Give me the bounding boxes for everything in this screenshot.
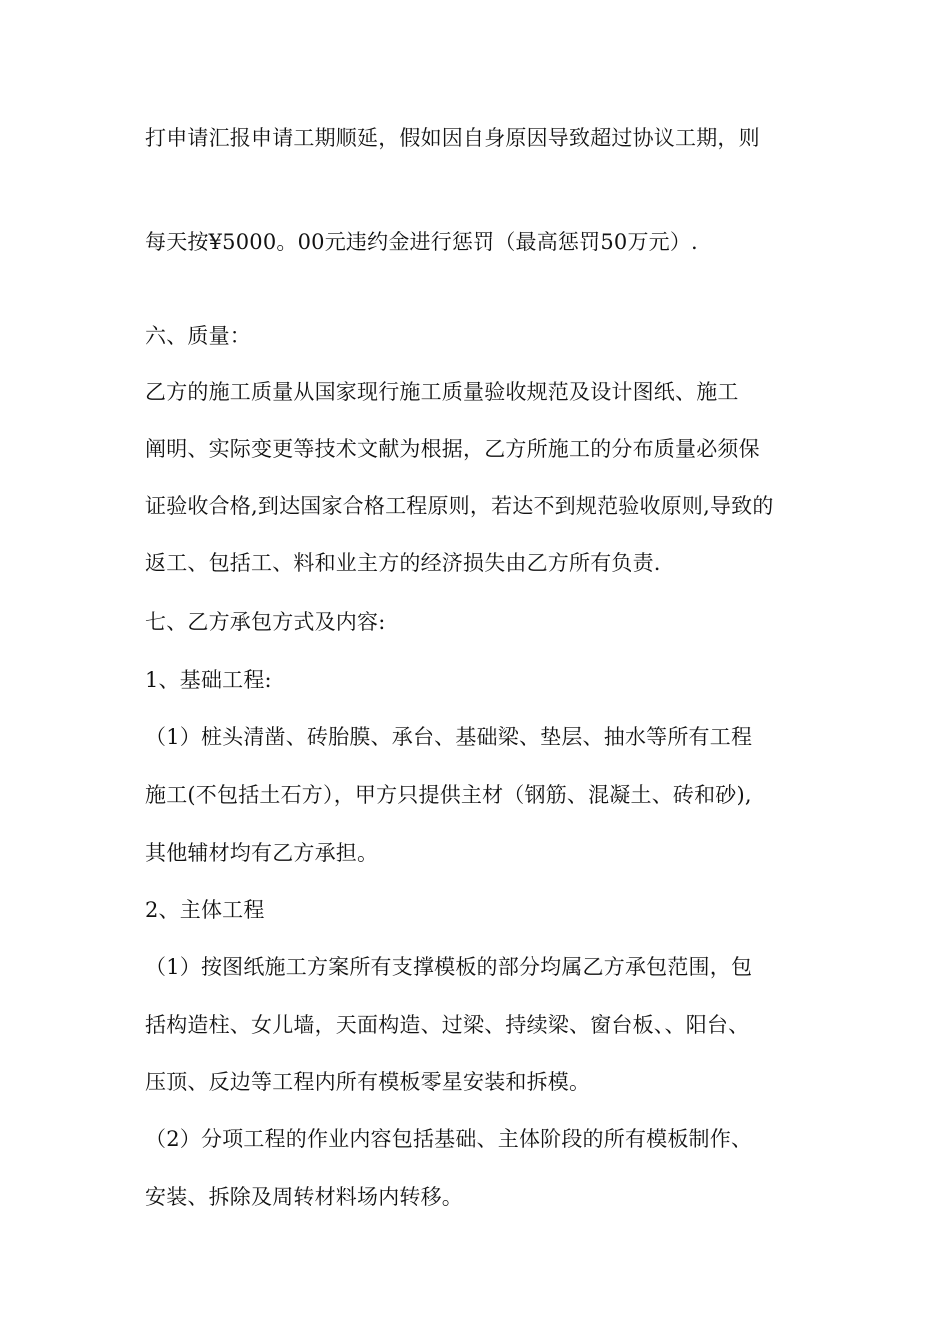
subsection-heading-foundation: 1、基础工程:	[145, 668, 272, 692]
text-line: （2）分项工程的作业内容包括基础、主体阶段的所有模板制作、	[145, 1127, 753, 1151]
text-line: （1）按图纸施工方案所有支撑模板的部分均属乙方承包范围，包	[145, 955, 753, 979]
section-heading-contract-scope: 七、乙方承包方式及内容:	[145, 610, 386, 634]
text-line: 证验收合格,到达国家合格工程原则，若达不到规范验收原则,导致的	[145, 494, 774, 518]
text-line: 阐明、实际变更等技术文献为根据，乙方所施工的分布质量必须保	[145, 437, 760, 461]
section-heading-quality: 六、质量：	[145, 324, 251, 348]
subsection-heading-main-structure: 2、主体工程	[145, 898, 265, 922]
text-line: 其他辅材均有乙方承担。	[145, 841, 379, 865]
text-line: （1）桩头清凿、砖胎膜、承台、基础梁、垫层、抽水等所有工程	[145, 725, 753, 749]
text-line: 施工(不包括土石方），甲方只提供主材（钢筋、混凝土、砖和砂),	[145, 783, 752, 807]
text-line: 乙方的施工质量从国家现行施工质量验收规范及设计图纸、施工	[145, 380, 739, 404]
text-line: 括构造柱、女儿墙，天面构造、过梁、持续梁、窗台板、、阳台、	[145, 1013, 750, 1037]
text-line: 返工、包括工、料和业主方的经济损失由乙方所有负责.	[145, 551, 661, 575]
text-line: 每天按¥5000。00元违约金进行惩罚（最高惩罚50万元）.	[145, 230, 698, 254]
text-line: 压顶、反边等工程内所有模板零星安装和拆模。	[145, 1070, 591, 1094]
text-line: 打申请汇报申请工期顺延，假如因自身原因导致超过协议工期，则	[145, 126, 760, 150]
text-line: 安装、拆除及周转材料场内转移。	[145, 1185, 463, 1209]
